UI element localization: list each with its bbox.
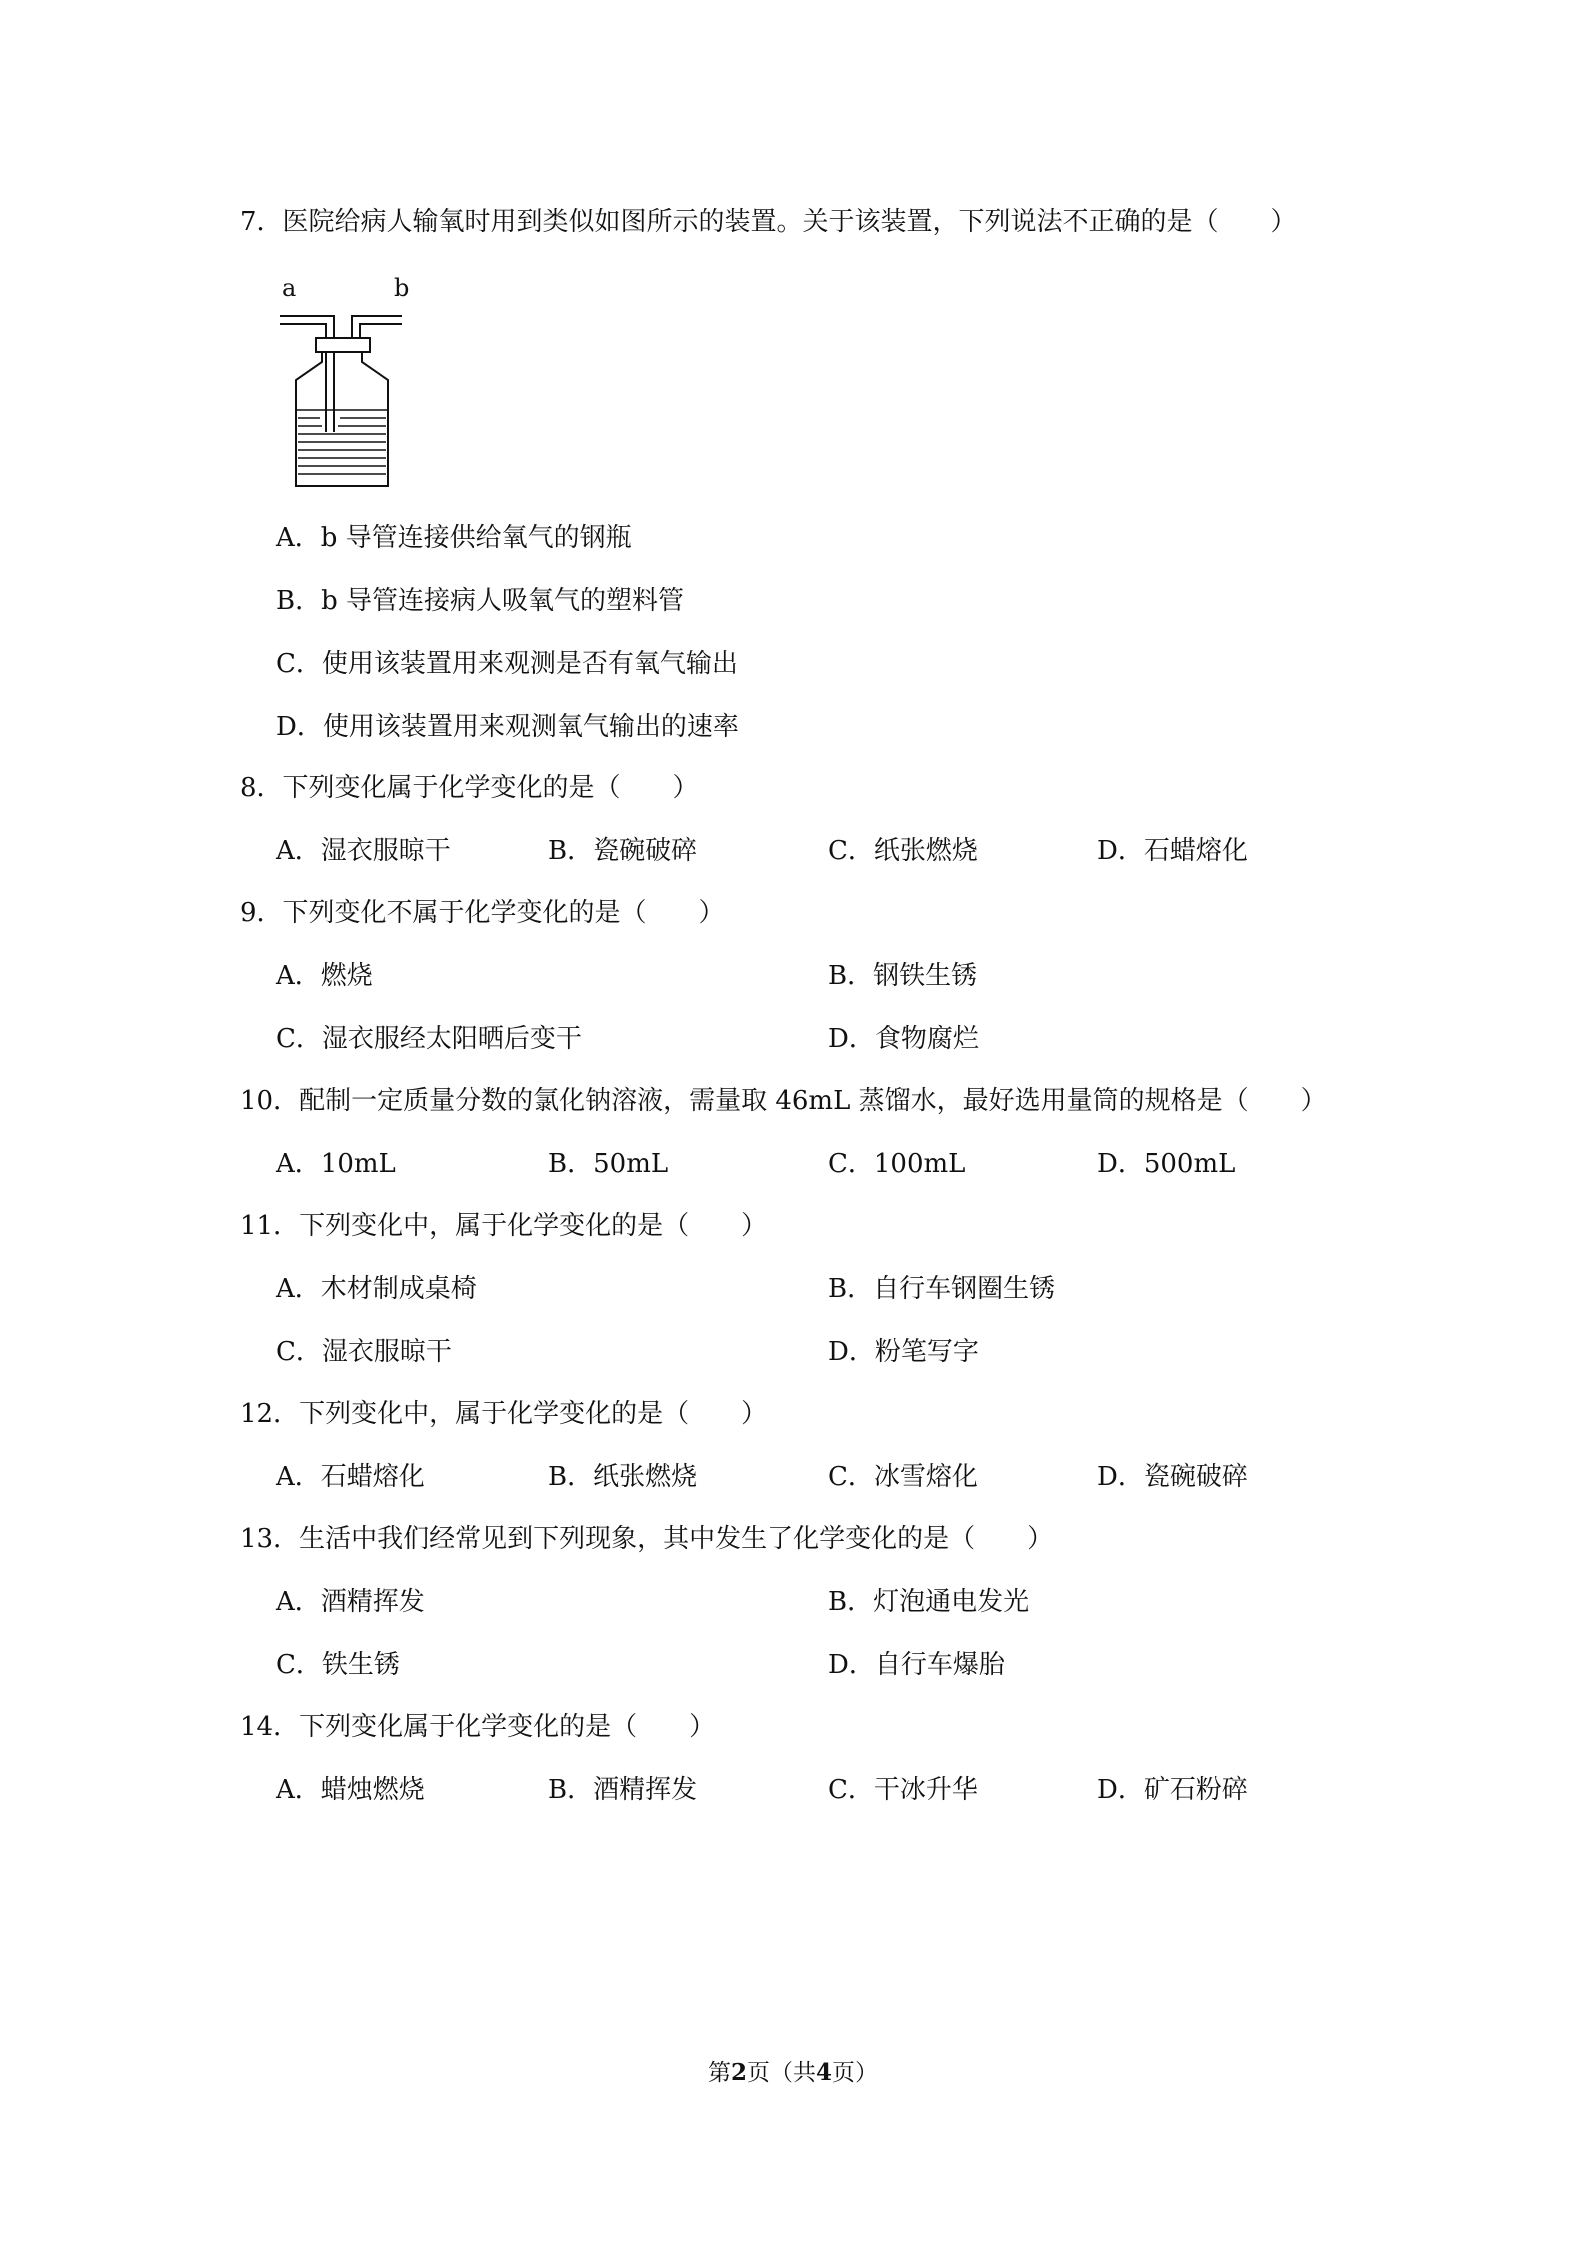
q13-option-b[interactable]: B．灯泡通电发光: [828, 1587, 1030, 1617]
footer-total-pages: 4: [816, 2059, 833, 2086]
q9-option-a[interactable]: A．燃烧: [276, 961, 373, 991]
q9-option-c[interactable]: C．湿衣服经太阳晒后变干: [276, 1024, 582, 1054]
q8-option-c[interactable]: C．纸张燃烧: [828, 836, 978, 866]
q12-option-d[interactable]: D．瓷碗破碎: [1097, 1462, 1248, 1492]
page-footer: [0, 2058, 1586, 2088]
gas-washing-bottle-icon: [276, 272, 410, 492]
footer-prefix: 第: [707, 2060, 731, 2086]
question-14-stem: 14．下列变化属于化学变化的是（ ）: [240, 1712, 716, 1742]
question-7-stem: 7．医院给病人输氧时用到类似如图所示的装置。关于该装置，下列说法不正确的是（ ）: [240, 207, 1297, 237]
q7-option-b[interactable]: B．b 导管连接病人吸氧气的塑料管: [276, 586, 685, 616]
question-13-stem: 13．生活中我们经常见到下列现象，其中发生了化学变化的是（ ）: [240, 1524, 1054, 1554]
q8-option-d[interactable]: D．石蜡熔化: [1097, 836, 1248, 866]
gas-washing-bottle-figure: [276, 272, 410, 492]
q9-option-b[interactable]: B．钢铁生锈: [828, 961, 978, 991]
q10-option-a[interactable]: A．10mL: [276, 1149, 396, 1179]
q11-option-b[interactable]: B．自行车钢圈生锈: [828, 1274, 1056, 1304]
q13-option-d[interactable]: D．自行车爆胎: [828, 1650, 1005, 1680]
question-9-stem: 9．下列变化不属于化学变化的是（ ）: [240, 898, 725, 928]
figure-label-a: a: [282, 274, 297, 302]
q14-option-b[interactable]: B．酒精挥发: [548, 1775, 698, 1805]
q12-option-c[interactable]: C．冰雪熔化: [828, 1462, 978, 1492]
q8-option-b[interactable]: B．瓷碗破碎: [548, 836, 698, 866]
question-11-stem: 11．下列变化中，属于化学变化的是（ ）: [240, 1211, 768, 1241]
q8-option-a[interactable]: A．湿衣服晾干: [276, 836, 451, 866]
q11-option-d[interactable]: D．粉笔写字: [828, 1337, 979, 1367]
q14-option-a[interactable]: A．蜡烛燃烧: [276, 1775, 425, 1805]
question-12-stem: 12．下列变化中，属于化学变化的是（ ）: [240, 1399, 768, 1429]
q10-option-d[interactable]: D．500mL: [1097, 1149, 1236, 1179]
q10-option-c[interactable]: C．100mL: [828, 1149, 966, 1179]
question-10-stem: 10．配制一定质量分数的氯化钠溶液，需量取 46mL 蒸馏水，最好选用量筒的规格是（ ）: [240, 1086, 1327, 1116]
q14-option-d[interactable]: D．矿石粉碎: [1097, 1775, 1248, 1805]
q9-option-d[interactable]: D．食物腐烂: [828, 1024, 979, 1054]
q12-option-b[interactable]: B．纸张燃烧: [548, 1462, 698, 1492]
q7-option-c[interactable]: C．使用该装置用来观测是否有氧气输出: [276, 649, 738, 679]
q7-option-a[interactable]: A．b 导管连接供给氧气的钢瓶: [276, 523, 632, 553]
footer-middle: 页（共: [747, 2060, 816, 2086]
q11-option-a[interactable]: A．木材制成桌椅: [276, 1274, 477, 1304]
q13-option-a[interactable]: A．酒精挥发: [276, 1587, 425, 1617]
footer-suffix: 页）: [832, 2060, 879, 2086]
figure-label-b: b: [394, 274, 410, 302]
q11-option-c[interactable]: C．湿衣服晾干: [276, 1337, 452, 1367]
q12-option-a[interactable]: A．石蜡熔化: [276, 1462, 425, 1492]
q10-option-b[interactable]: B．50mL: [548, 1149, 669, 1179]
q13-option-c[interactable]: C．铁生锈: [276, 1650, 400, 1680]
question-8-stem: 8．下列变化属于化学变化的是（ ）: [240, 773, 699, 803]
q7-option-d[interactable]: D．使用该装置用来观测氧气输出的速率: [276, 712, 739, 742]
q14-option-c[interactable]: C．干冰升华: [828, 1775, 978, 1805]
footer-page-number: 2: [730, 2059, 747, 2086]
